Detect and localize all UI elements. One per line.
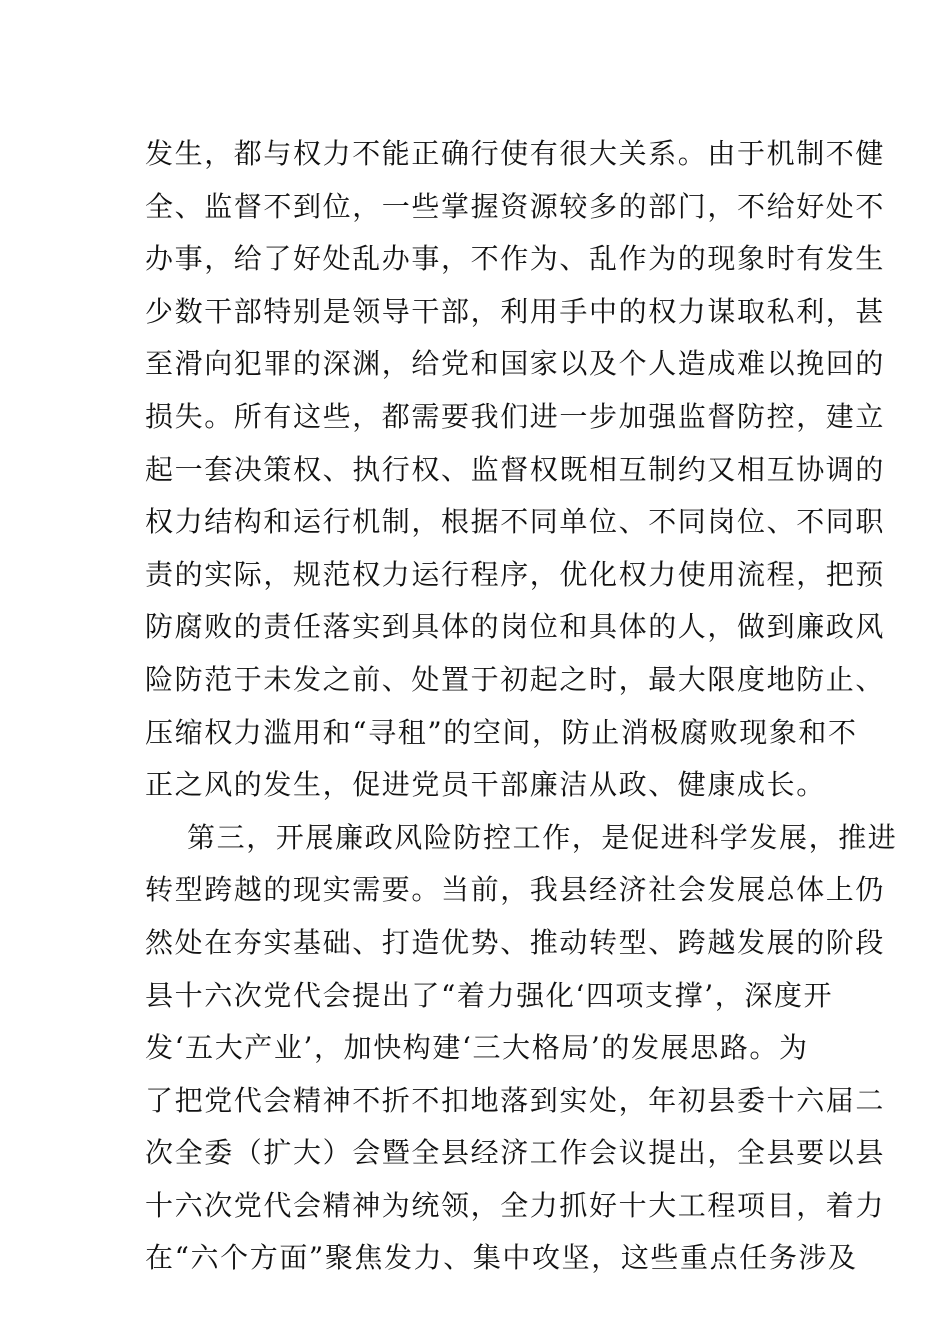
text-line-17: 县十六次党代会提出了“着力强化‘四项支撑’，深度开 (145, 978, 834, 1012)
body-text (145, 128, 898, 1285)
text-line-16: 然处在夯实基础、打造优势、推动转型、跨越发展的阶段 (145, 925, 886, 959)
text-line-10: 防腐败的责任落实到具体的岗位和具体的人，做到廉政风 (145, 610, 886, 644)
text-line-9: 责的实际，规范权力运行程序，优化权力使用流程，把预 (145, 557, 886, 591)
text-line-20: 次全委（扩大）会暨全县经济工作会议提出，全县要以县 (145, 1136, 886, 1170)
text-line-18: 发‘五大产业’，加快构建‘三大格局’的发展思路。为 (145, 1031, 809, 1065)
text-line-8: 权力结构和运行机制，根据不同单位、不同岗位、不同职 (145, 505, 886, 539)
text-line-21: 十六次党代会精神为统领，全力抓好十大工程项目，着力 (145, 1188, 886, 1222)
text-line-15: 转型跨越的现实需要。当前，我县经济社会发展总体上仍 (145, 873, 886, 907)
text-line-19: 了把党代会精神不折不扣地落到实处，年初县委十六届二 (145, 1083, 886, 1117)
text-line-13: 正之风的发生，促进党员干部廉洁从政、健康成长。 (145, 768, 826, 802)
paragraph-start-line: 第三，开展廉政风险防控工作，是促进科学发展，推进 (187, 820, 898, 854)
text-line-6: 损失。所有这些，都需要我们进一步加强监督防控，建立 (145, 399, 886, 433)
text-line-11: 险防范于未发之前、处置于初起之时，最大限度地防止、 (145, 662, 886, 696)
text-line-4: 少数干部特别是领导干部，利用手中的权力谋取私利，甚 (145, 294, 886, 328)
text-line-12: 压缩权力滥用和“寻租”的空间，防止消极腐败现象和不 (145, 715, 858, 749)
text-line-3: 办事，给了好处乱办事，不作为、乱作为的现象时有发生 (145, 242, 886, 276)
text-line-5: 至滑向犯罪的深渊，给党和国家以及个人造成难以挽回的 (145, 347, 886, 381)
text-line-7: 起一套决策权、执行权、监督权既相互制约又相互协调的 (145, 452, 886, 486)
text-line-22: 在“六个方面”聚焦发力、集中攻坚，这些重点任务涉及 (145, 1241, 858, 1275)
text-line-1: 发生，都与权力不能正确行使有很大关系。由于机制不健 (145, 137, 886, 170)
text-line-2: 全、监督不到位，一些掌握资源较多的部门，不给好处不 (145, 189, 886, 223)
